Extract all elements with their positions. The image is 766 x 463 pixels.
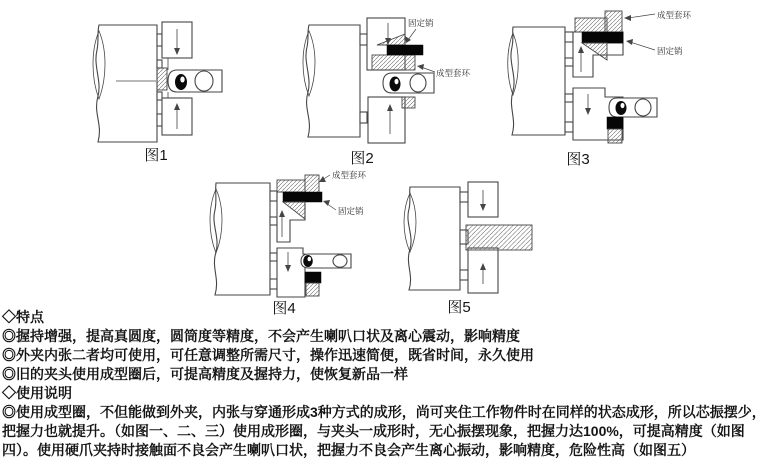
fixed-pin-label: 固定销 [338,206,364,216]
connector-nub [460,192,468,202]
forming-collar [277,180,305,192]
connector-nub [565,58,573,66]
instructions-line: ◎使用成型圈，不但能做到外夹，内张与穿通形成3种方式的成形，尚可夹住工作物件时在同样的状态成形，所以芯振摆少， [2,404,766,420]
fixed-pin-label: 固定销 [657,46,683,56]
connector-nub [270,253,277,261]
connector-nub [157,114,162,126]
forming-collar [157,68,167,90]
feature-item: ◎外夹内张二者均可使用，可任意调整所需尺寸，操作迅速简便，既省时间，永久使用 [2,347,534,363]
features-heading: ◇特点 [2,309,44,325]
fixed-pin-lower [607,117,623,129]
spindle-shaft [96,25,157,142]
connector-nub [360,34,367,45]
bottom-jaw [368,97,405,143]
connector-nub [270,279,277,289]
figure-1-caption: 图1 [144,147,168,164]
workpiece-bar [466,225,532,250]
figure-4-drawing [182,167,382,313]
connector-nub [565,32,573,42]
connector-nub [157,60,162,68]
fixed-pin [582,32,623,43]
leader-arrow-icon [626,39,633,45]
instructions-line: 四）。使用硬爪夹持时接触面不良会产生喇叭口状，把握力不良会产生离心振动，影响精度，危险性高（如图五） [2,442,695,458]
collar-flange-lower [306,283,319,296]
figure-2-caption: 图2 [350,150,374,167]
leader-arrow-icon [417,64,424,70]
figure-3-caption: 图3 [566,151,590,168]
figure-5-caption: 图5 [447,299,471,316]
spindle-shaft [408,187,460,290]
leader-arrow-icon [319,176,326,182]
grip-scribble-hole [308,257,312,262]
instructions-line: 把握力也就提升。（如图一、二、三）使用成形圈，与夹头一成形时，无心振摆现象，把握力达100%，可提高精度（如图 [2,423,745,439]
connector-nub [270,191,277,201]
figure-1-drawing [88,8,238,148]
figure-4-caption: 图4 [272,300,296,317]
grip-scribble [616,101,627,115]
grip-scribble-hole [180,77,184,83]
spindle-shaft [306,25,360,137]
spindle-shaft [511,27,565,135]
grip-scribble [175,74,187,90]
body-text [2,308,764,460]
leader-arrow-icon [624,15,631,21]
leader-line [408,29,416,40]
feature-item: ◎握持增强，提高真圆度，圆筒度等精度，不会产生喇叭口状及离心震动，影响精度 [2,328,520,344]
fixed-pin-label: 固定销 [408,18,434,28]
connector-nub [157,34,162,46]
grip-scribble-hole [395,79,399,85]
feature-item: ◎旧的夹头使用成型圈后，可提高精度及握持力，使恢复新品一样 [2,366,408,382]
grip-scribble-hole [621,103,625,108]
connector-nub [460,270,468,280]
connector-nub [270,217,277,225]
figure-2-drawing [295,4,485,149]
forming-collar-label: 成型套环 [436,68,471,78]
forming-collar-label: 成型套环 [657,10,692,20]
connector-nub [360,112,367,123]
connector-nub [565,122,573,132]
leader-line [630,42,655,50]
forming-collar-label: 成型套环 [332,170,367,180]
forming-collar [575,18,607,32]
grip-scribble [303,255,313,267]
spindle-shaft [214,183,270,295]
figure-3-drawing [505,2,766,174]
connector-nub [565,94,573,102]
collar-flange-lower [608,129,622,143]
grip-scribble [390,77,401,92]
fixed-pin-lower [305,272,321,283]
forming-collar [372,55,415,70]
leader-line [628,14,655,18]
figure-5-drawing [395,168,565,312]
collar-piece [402,97,415,108]
bottom-jaw [277,248,305,297]
fixed-pin [283,192,322,202]
connector-nub [157,92,162,100]
fixed-pin [387,45,423,55]
instructions-heading: ◇使用说明 [2,385,72,401]
